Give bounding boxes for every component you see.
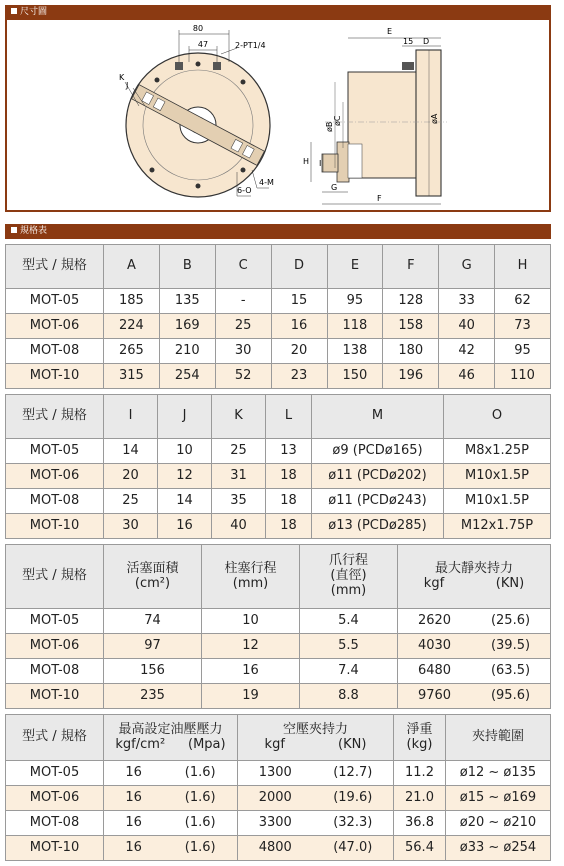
cell: 7.4	[300, 659, 398, 684]
table-row	[6, 314, 551, 339]
table-row	[6, 786, 551, 811]
header-unit: (mm)	[232, 575, 269, 591]
cell: 128	[383, 289, 439, 314]
cell-kn: (19.6)	[333, 789, 373, 805]
table-row	[6, 364, 551, 389]
header-sub: (直徑)	[330, 568, 367, 584]
cell: 21.0	[394, 786, 446, 811]
cell: 33	[439, 289, 495, 314]
cell: MOT-10	[6, 364, 104, 389]
cell: 15	[271, 289, 327, 314]
cell: 30	[215, 339, 271, 364]
cell: 20	[271, 339, 327, 364]
header-cell: O	[444, 395, 551, 439]
label-80: 80	[192, 24, 204, 33]
label-f: F	[377, 194, 382, 203]
label-j: J	[126, 81, 129, 90]
header-cell: E	[327, 245, 383, 289]
spec-table-4	[5, 714, 551, 861]
cell-kn: (47.0)	[333, 839, 373, 855]
cell	[398, 634, 551, 659]
cell-kgf: 2000	[258, 789, 292, 805]
label-47: 47	[197, 40, 209, 49]
header-cell: F	[383, 245, 439, 289]
cell: 185	[104, 289, 160, 314]
header-unit: (kg)	[406, 736, 433, 752]
cell: M12x1.75P	[444, 514, 551, 539]
label-k: K	[119, 73, 125, 82]
cell: 18	[266, 514, 312, 539]
table-row	[6, 684, 551, 709]
header-max-force	[398, 545, 551, 609]
table-row	[6, 634, 551, 659]
cell: MOT-05	[6, 761, 104, 786]
cell: MOT-06	[6, 786, 104, 811]
cell: 40	[439, 314, 495, 339]
cell: 110	[495, 364, 551, 389]
cell: 150	[327, 364, 383, 389]
cell: ø15 ~ ø169	[446, 786, 551, 811]
cell	[238, 761, 394, 786]
cell: 11.2	[394, 761, 446, 786]
label-c: øC	[333, 115, 342, 126]
cell-kgf: 16	[125, 789, 142, 805]
side-view	[311, 38, 447, 204]
cell: 18	[266, 464, 312, 489]
label-e: E	[387, 27, 393, 36]
cell: 158	[383, 314, 439, 339]
cell-mpa: (1.6)	[184, 789, 216, 805]
label-2-pt: 2-PT1/4	[235, 41, 266, 50]
cell: 25	[212, 439, 266, 464]
cell	[104, 786, 238, 811]
square-icon	[11, 8, 17, 14]
cell: 31	[212, 464, 266, 489]
cell: ø20 ~ ø210	[446, 811, 551, 836]
cell: 138	[327, 339, 383, 364]
cell: 95	[495, 339, 551, 364]
cell: MOT-08	[6, 659, 104, 684]
cell: 52	[215, 364, 271, 389]
cell: 169	[159, 314, 215, 339]
cell: MOT-05	[6, 289, 104, 314]
label-a: øA	[430, 113, 439, 124]
header-unit: (KN)	[495, 575, 525, 591]
table-row	[6, 464, 551, 489]
cell: MOT-08	[6, 489, 104, 514]
cell: 36.8	[394, 811, 446, 836]
cell: 16	[271, 314, 327, 339]
cell: ø11 (PCDø243)	[312, 489, 444, 514]
header-label: 淨重	[406, 721, 433, 737]
table-row	[6, 289, 551, 314]
cell: 40	[212, 514, 266, 539]
spec-table-3	[5, 544, 551, 709]
cell: 19	[202, 684, 300, 709]
cell: -	[215, 289, 271, 314]
cell	[104, 811, 238, 836]
cell-kgf: 9760	[417, 687, 452, 703]
label-g: G	[331, 183, 338, 192]
cell: 13	[266, 439, 312, 464]
header-unit: (KN)	[338, 736, 367, 752]
cell: 10	[202, 609, 300, 634]
header-weight	[394, 715, 446, 761]
header-cell: J	[158, 395, 212, 439]
header-cell: 型式 / 規格	[6, 245, 104, 289]
table-row	[6, 609, 551, 634]
cell: ø33 ~ ø254	[446, 836, 551, 861]
cell-kgf: 2620	[417, 612, 452, 628]
label-b: øB	[325, 121, 334, 132]
label-15: 15	[403, 37, 414, 46]
header-cell: K	[212, 395, 266, 439]
cell: 135	[159, 289, 215, 314]
cell: MOT-06	[6, 634, 104, 659]
header-idle-force	[238, 715, 394, 761]
cell: 25	[104, 489, 158, 514]
dimension-drawing	[7, 20, 553, 210]
cell: 30	[104, 514, 158, 539]
header-cell: B	[159, 245, 215, 289]
table-row	[6, 836, 551, 861]
cell	[238, 836, 394, 861]
header-label: 活塞面積	[126, 560, 179, 576]
cell: MOT-05	[6, 439, 104, 464]
header-unit: (mm)	[330, 582, 367, 598]
cell	[398, 684, 551, 709]
header-label: 最大靜夾持力	[434, 560, 513, 576]
cell: 14	[104, 439, 158, 464]
cell: M8x1.25P	[444, 439, 551, 464]
cell	[104, 761, 238, 786]
cell: M10x1.5P	[444, 464, 551, 489]
cell-kgf: 4030	[417, 637, 452, 653]
table-row	[6, 439, 551, 464]
cell: ø13 (PCDø285)	[312, 514, 444, 539]
header-unit: (cm²)	[134, 575, 171, 591]
cell: 315	[104, 364, 160, 389]
cell: 180	[383, 339, 439, 364]
cell: ø12 ~ ø135	[446, 761, 551, 786]
header-cell: L	[266, 395, 312, 439]
cell: 196	[383, 364, 439, 389]
cell: 14	[158, 489, 212, 514]
cell: 8.8	[300, 684, 398, 709]
cell: 5.5	[300, 634, 398, 659]
header-cell: I	[104, 395, 158, 439]
spec-table-1	[5, 244, 551, 389]
table-header-row	[6, 545, 551, 609]
cell-kgf: 3300	[258, 814, 292, 830]
cell: 95	[327, 289, 383, 314]
cell: 210	[159, 339, 215, 364]
cell: M10x1.5P	[444, 489, 551, 514]
cell-kn: (32.3)	[333, 814, 373, 830]
table-header-row	[6, 245, 551, 289]
dimension-drawing-panel	[5, 20, 551, 212]
label-i: I	[319, 159, 322, 168]
cell: 16	[158, 514, 212, 539]
cell: 118	[327, 314, 383, 339]
header-cell: H	[495, 245, 551, 289]
cell-kn: (63.5)	[490, 662, 531, 678]
cell: 18	[266, 489, 312, 514]
cell-kgf: 16	[125, 814, 142, 830]
header-cell: G	[439, 245, 495, 289]
square-icon	[11, 227, 17, 233]
cell-mpa: (1.6)	[184, 839, 216, 855]
cell: 42	[439, 339, 495, 364]
cell: MOT-08	[6, 339, 104, 364]
label-4-m: 4-M	[259, 178, 274, 187]
cell-kgf: 16	[125, 764, 142, 780]
cell: MOT-06	[6, 464, 104, 489]
cell-kn: (39.5)	[490, 637, 531, 653]
label-d: D	[423, 37, 430, 46]
cell: MOT-05	[6, 609, 104, 634]
header-unit: kgf	[423, 575, 445, 591]
dimensions-section-header	[5, 5, 551, 20]
cell: 23	[271, 364, 327, 389]
cell	[104, 836, 238, 861]
cell: MOT-10	[6, 514, 104, 539]
front-view	[125, 30, 270, 197]
cell-kn: (25.6)	[490, 612, 531, 628]
cell-kn: (95.6)	[490, 687, 531, 703]
header-max-pressure	[104, 715, 238, 761]
cell: 12	[158, 464, 212, 489]
cell-mpa: (1.6)	[184, 814, 216, 830]
cell: 74	[104, 609, 202, 634]
header-label: 最高設定油壓壓力	[118, 721, 223, 737]
spec-table-2	[5, 394, 551, 539]
label-6-o: 6-O	[237, 186, 252, 195]
header-model: 型式 / 規格	[6, 715, 104, 761]
table-row	[6, 339, 551, 364]
cell: 97	[104, 634, 202, 659]
cell: MOT-08	[6, 811, 104, 836]
table-row	[6, 489, 551, 514]
cell: 25	[215, 314, 271, 339]
table-header-row	[6, 715, 551, 761]
cell: 224	[104, 314, 160, 339]
cell	[238, 811, 394, 836]
header-label: 爪行程	[328, 553, 368, 569]
cell-mpa: (1.6)	[184, 764, 216, 780]
header-cell: D	[271, 245, 327, 289]
header-stroke	[202, 545, 300, 609]
header-unit: kgf/cm²	[115, 736, 166, 752]
header-piston-area	[104, 545, 202, 609]
spec-section-header	[5, 224, 551, 239]
header-unit: kgf	[264, 736, 285, 752]
dimensions-section-title: 尺寸圖	[20, 7, 48, 17]
cell: MOT-06	[6, 314, 104, 339]
cell-kgf: 4800	[258, 839, 292, 855]
header-model: 型式 / 規格	[6, 545, 104, 609]
cell	[238, 786, 394, 811]
cell-kgf: 16	[125, 839, 142, 855]
table-row	[6, 659, 551, 684]
header-cell: M	[312, 395, 444, 439]
table-row	[6, 514, 551, 539]
spec-section-title: 規格表	[20, 226, 48, 236]
cell: 10	[158, 439, 212, 464]
table-row	[6, 761, 551, 786]
cell: 20	[104, 464, 158, 489]
header-jaw-stroke	[300, 545, 398, 609]
header-unit: (Mpa)	[188, 736, 226, 752]
header-label: 柱塞行程	[224, 560, 277, 576]
cell: ø9 (PCDø165)	[312, 439, 444, 464]
cell: 73	[495, 314, 551, 339]
cell: 235	[104, 684, 202, 709]
cell: 46	[439, 364, 495, 389]
header-cell: A	[104, 245, 160, 289]
header-range: 夾持範圍	[446, 715, 551, 761]
cell: 12	[202, 634, 300, 659]
cell: 265	[104, 339, 160, 364]
cell: 35	[212, 489, 266, 514]
cell	[398, 659, 551, 684]
header-label: 空壓夾持力	[282, 721, 348, 737]
cell: 56.4	[394, 836, 446, 861]
cell-kn: (12.7)	[333, 764, 373, 780]
cell-kgf: 1300	[258, 764, 292, 780]
table-header-row	[6, 395, 551, 439]
cell-kgf: 6480	[417, 662, 452, 678]
header-cell: 型式 / 規格	[6, 395, 104, 439]
cell: 254	[159, 364, 215, 389]
cell: 156	[104, 659, 202, 684]
cell: MOT-10	[6, 836, 104, 861]
cell: MOT-10	[6, 684, 104, 709]
cell: 62	[495, 289, 551, 314]
label-h: H	[303, 157, 310, 166]
cell	[398, 609, 551, 634]
table-row	[6, 811, 551, 836]
cell: ø11 (PCDø202)	[312, 464, 444, 489]
cell: 16	[202, 659, 300, 684]
cell: 5.4	[300, 609, 398, 634]
header-cell: C	[215, 245, 271, 289]
